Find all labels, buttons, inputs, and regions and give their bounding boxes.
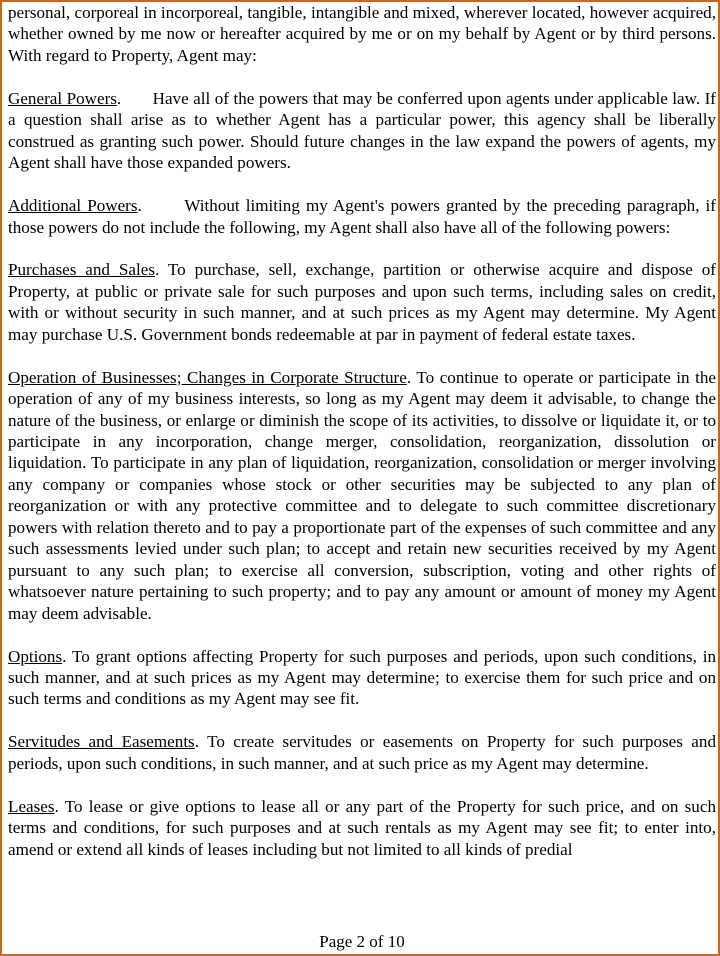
section-heading: General Powers xyxy=(8,88,117,108)
section-options xyxy=(8,646,716,710)
section-general-powers xyxy=(8,88,716,174)
document-body xyxy=(8,2,716,881)
section-text: To lease or give options to lease all or any part of the Property for such price, and on such terms and conditions, for such purposes and at such rentals as my Agent may see fit; to enter into, amend or extend all kinds of leases including but not limited to all kinds of predial xyxy=(8,796,716,859)
section-text: To grant options affecting Property for such purposes and periods, upon such conditions, in such manner, and at such prices as my Agent may determine; to exercise them for such price and on such terms and conditions as my Agent may see fit. xyxy=(8,646,716,709)
section-operation-of-businesses xyxy=(8,367,716,624)
section-servitudes-and-easements xyxy=(8,731,716,774)
section-heading: Options xyxy=(8,646,63,666)
section-text: To continue to operate or participate in the operation of any of my business interests, so long as my Agent may deem it advisable, to change the nature of the business, or enlarge or diminish the scope of its activities, to dissolve or liquidate it, or to participate in any incorporation, change merger, consolidation, reorganization, dissolution or liquidation. To participate in any plan of liquidation, reorganization, consolidation or merger involving any company or companies whose stock or other securities may be subjected to any plan of reorganization or with any protective committee and to delegate to such committee discretionary powers with relation thereto and to pay a proportionate part of the expenses of such committee and any such assessments levied under such plan; to accept and retain new securities received by my Agent pursuant to any such plan; to exercise all conversion, subscription, voting and other rights of whatsoever nature pertaining to such property; and to pay any amount or amount of money my Agent may deem advisable. xyxy=(8,367,716,623)
section-additional-powers xyxy=(8,195,716,238)
intro-paragraph: personal, corporeal in incorporeal, tangible, intangible and mixed, wherever located, however acquired, whether owned by me now or hereafter acquired by me or on my behalf by Agent or by third persons. With regard to Property, Agent may: xyxy=(8,3,716,65)
section-heading: Additional Powers xyxy=(8,196,138,216)
section-heading: Servitudes and Easements xyxy=(8,732,195,752)
heading-punct: . xyxy=(62,646,67,666)
page-number: Page 2 of 10 xyxy=(319,932,405,951)
heading-punct: . xyxy=(155,260,160,280)
heading-punct: . xyxy=(406,367,412,387)
section-heading: Leases xyxy=(8,796,55,816)
section-text: To create servitudes or easements on Property for such purposes and periods, upon such conditions, in such manner, and at such price as my Agent may determine. xyxy=(8,732,716,773)
heading-punct: . xyxy=(137,196,142,216)
heading-punct: . xyxy=(54,796,59,816)
section-leases xyxy=(8,796,716,860)
heading-punct: . xyxy=(194,732,199,752)
section-text: To purchase, sell, exchange, partition or otherwise acquire and dispose of Property, at public or private sale for such purposes and upon such terms, including sales on credit, with or without security in such manner, and at such prices as my Agent may determine. My Agent may purchase U.S. Government bonds redeemable at par in payment of federal estate taxes. xyxy=(8,260,716,344)
section-heading: Purchases and Sales xyxy=(8,260,155,280)
section-purchases-and-sales xyxy=(8,259,716,345)
section-heading: Operation of Businesses; Changes in Corporate Structure xyxy=(8,367,407,387)
section-text: Without limiting my Agent's powers granted by the preceding paragraph, if those powers do not include the following, my Agent shall also have all of the following powers: xyxy=(8,196,716,237)
heading-punct: . xyxy=(116,88,122,108)
section-text: Have all of the powers that may be conferred upon agents under applicable law. If a question shall arise as to whether Agent has a particular power, this agency shall be liberally construed as granting such power. Should future changes in the law expand the powers of agents, my Agent shall have those expanded powers. xyxy=(8,88,716,173)
